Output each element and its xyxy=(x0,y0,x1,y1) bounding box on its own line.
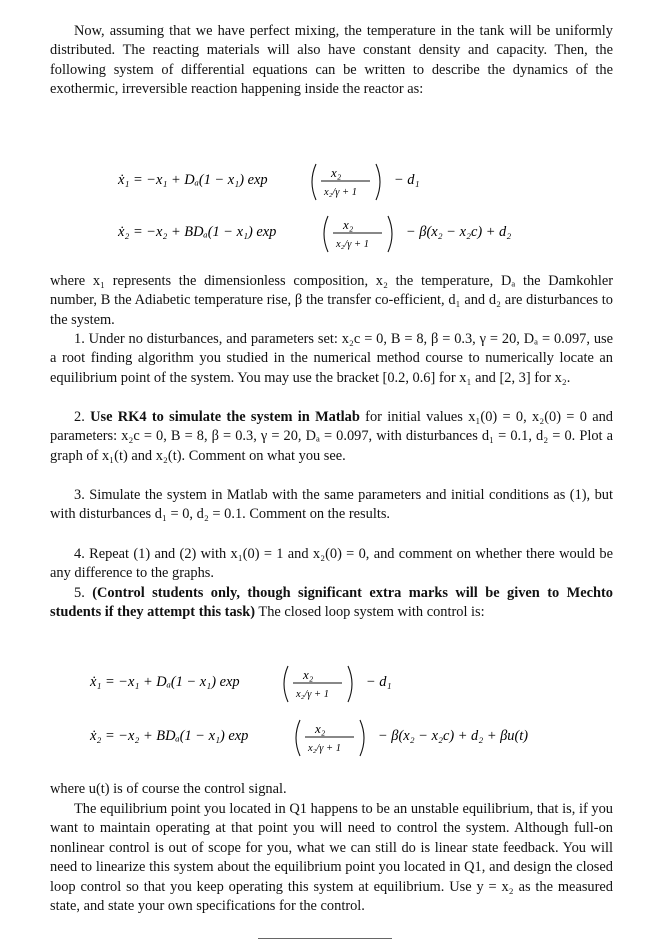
task-1: 1. Under no disturbances, and parameters set: x₂c = 0, B = 8, β = 0.3, γ = 20, Dₐ = 0.097, use a root finding algorithm you studied in the numerical method course to numerically locate an equilibrium point of the system. You may use the bracket [0.2, 0.6] for x₁ and [2, 3] for x₂. xyxy=(50,331,613,386)
eq2-frac-den: x₂/γ + 1 xyxy=(296,689,329,700)
eq2-lhs1: ẋ₁ = −x₁ + Dₐ(1 − x₁) exp xyxy=(90,674,240,690)
equation-x2-open-loop xyxy=(118,212,578,256)
task-2-number: 2. xyxy=(74,409,85,425)
equation-x1-closed-graphic xyxy=(90,662,510,706)
task-2-bold: Use RK4 to simulate the system in Matlab xyxy=(90,409,360,425)
eq1-frac-den: x₂/γ + 1 xyxy=(324,187,357,198)
eq2-frac-den-2: x₂/γ + 1 xyxy=(308,743,341,754)
eq2-tail1: − d₁ xyxy=(366,674,392,690)
definitions-paragraph: where x₁ represents the dimensionless composition, x₂ the temperature, Dₐ the Damkohler number, B the Adiabetic temperature rise, β the transfer co-efficient, d₁ and d₂ are disturbances to the system. xyxy=(50,273,613,328)
task-2-text: for initial values x₁(0) = 0, x₂(0) = 0 and parameters: x₂c = 0, B = 8, β = 0.3, γ = 20, Dₐ = 0.097, with disturbances d₁ = 0.1, d₂ = 0. Plot a graph of x₁(t) and x₂(t). Comment on what you see. xyxy=(50,409,613,464)
equation-x1-closed-loop xyxy=(90,662,510,706)
equation-x2-closed-graphic xyxy=(90,716,610,760)
equation-x2-closed-loop xyxy=(90,716,610,760)
task-5-number: 5. xyxy=(74,585,85,601)
task-5 xyxy=(50,584,613,623)
eq1-tail1: − d₁ xyxy=(394,172,420,188)
eq2-tail2: − β(x₂ − x₂c) + d₂ + βu(t) xyxy=(378,728,529,744)
eq1-frac-num-2: x₂ xyxy=(343,217,354,232)
linearization-paragraph: The equilibrium point you located in Q1 happens to be an unstable equilibrium, that is, if you want to maintain operating at that point you will need to control the system. Although full-on nonlinear control is out of scope for you, what we can still do is linear state feedback. You will need to linearize this system about the equilibrium point you located in Q1, and design the closed loop control so that you keep operating this system at equilibrium. Use y = x₂ as the measured state, and state your own specifications for the control. xyxy=(50,801,613,915)
task-3: 3. Simulate the system in Matlab with the same parameters and initial conditions as (1), but with disturbances d₁ = 0, d₂ = 0.1. Comment on the results. xyxy=(50,487,613,523)
eq1-lhs1: ẋ₁ = −x₁ + Dₐ(1 − x₁) exp xyxy=(118,172,268,188)
task-4: 4. Repeat (1) and (2) with x₁(0) = 1 and x₂(0) = 0, and comment on whether there would be any difference to the graphs. xyxy=(50,546,613,582)
eq1-lhs2: ẋ₂ = −x₂ + BDₐ(1 − x₁) exp xyxy=(118,224,277,240)
equation-x1-open-loop xyxy=(118,160,538,204)
equation-x2-graphic xyxy=(118,212,578,256)
task-5-bold: (Control students only, though significant extra marks will be given to Mechto students if they attempt this task) xyxy=(50,585,613,621)
page-bottom-rule xyxy=(258,938,392,939)
eq1-frac-den-2: x₂/γ + 1 xyxy=(336,239,369,250)
task-2 xyxy=(50,408,613,466)
control-signal-note: where u(t) is of course the control signal. xyxy=(50,781,287,797)
eq2-frac-num: x₂ xyxy=(303,667,314,682)
eq2-frac-num-2: x₂ xyxy=(315,721,326,736)
eq1-frac-num: x₂ xyxy=(331,165,342,180)
equation-x1-graphic xyxy=(118,160,538,204)
eq1-tail2: − β(x₂ − x₂c) + d₂ xyxy=(406,224,512,240)
intro-paragraph: Now, assuming that we have perfect mixing, the temperature in the tank will be uniformly distributed. The reacting materials will also have constant density and capacity. Then, the following system of differential equations can be written to describe the dynamics of the exothermic, irreversible reaction happening inside the reactor as: xyxy=(50,23,613,98)
task-5-text: The closed loop system with control is: xyxy=(258,604,485,621)
eq2-lhs2: ẋ₂ = −x₂ + BDₐ(1 − x₁) exp xyxy=(90,728,249,744)
